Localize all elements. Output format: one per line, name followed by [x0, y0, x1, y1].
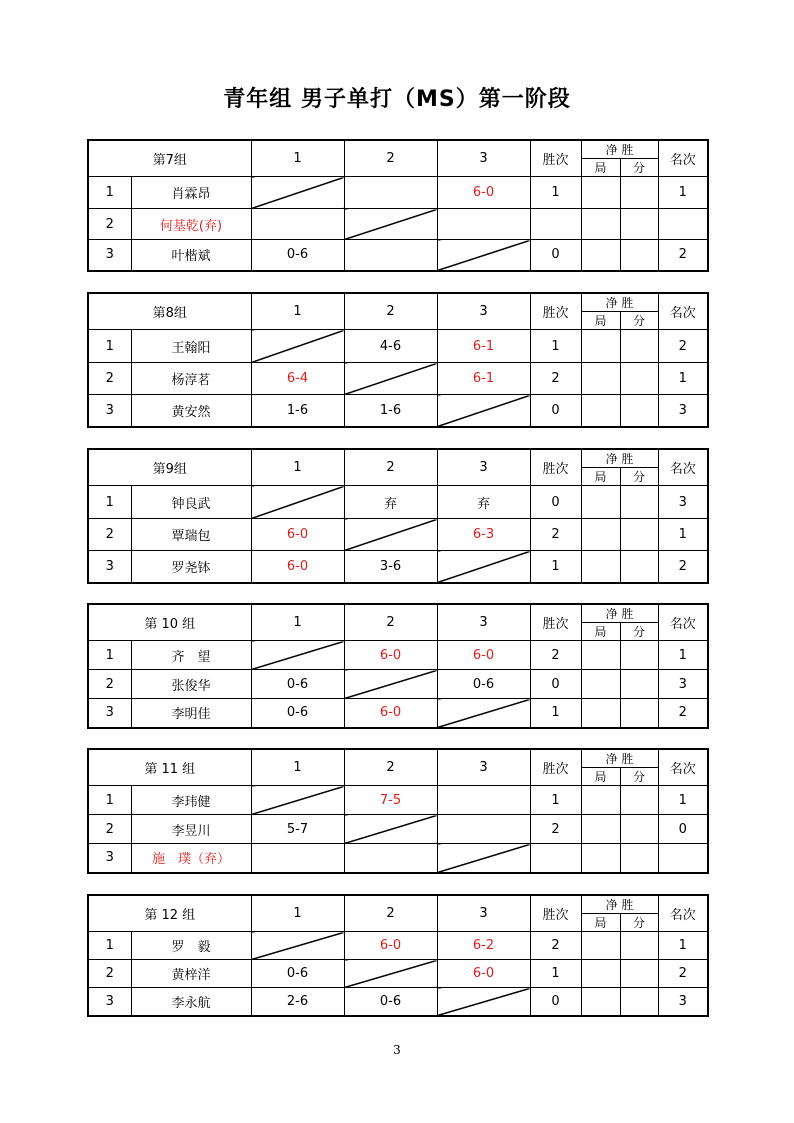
score-cell: 6-1 [437, 330, 530, 363]
header-wins: 胜次 [530, 895, 581, 932]
rank-cell: 3 [658, 395, 708, 427]
net-fen-cell [620, 815, 658, 844]
header-net: 净 胜 [581, 604, 658, 623]
net-ju-cell [581, 330, 620, 363]
rank-cell: 1 [658, 519, 708, 551]
table-row [88, 786, 708, 815]
table-row [88, 330, 708, 363]
net-ju-cell [581, 932, 620, 960]
rank-cell: 2 [658, 960, 708, 988]
header-ju: 局 [581, 468, 620, 486]
score-cell [437, 815, 530, 844]
player-name: 罗 毅 [131, 932, 251, 960]
header-row [88, 140, 708, 159]
header-c1: 1 [251, 449, 344, 486]
score-cell: 6-3 [437, 519, 530, 551]
header-c2: 2 [344, 140, 437, 177]
rank-cell: 2 [658, 240, 708, 271]
rank-cell: 1 [658, 932, 708, 960]
score-cell: 6-0 [251, 519, 344, 551]
header-fen: 分 [620, 914, 658, 932]
header-rank: 名次 [658, 293, 708, 330]
header-ju: 局 [581, 914, 620, 932]
header-rank: 名次 [658, 449, 708, 486]
table-row [88, 519, 708, 551]
wins-cell [530, 209, 581, 240]
player-number: 1 [88, 177, 131, 209]
net-ju-cell [581, 395, 620, 427]
rank-cell: 1 [658, 786, 708, 815]
score-cell [344, 844, 437, 873]
net-ju-cell [581, 815, 620, 844]
score-cell: 6-0 [344, 932, 437, 960]
net-ju-cell [581, 670, 620, 699]
diagonal-cell [437, 551, 530, 583]
player-name: 钟良武 [131, 486, 251, 519]
diagonal-cell [437, 395, 530, 427]
header-ju: 局 [581, 312, 620, 330]
rank-cell: 1 [658, 363, 708, 395]
table-row [88, 551, 708, 583]
header-rank: 名次 [658, 749, 708, 786]
table-row [88, 988, 708, 1016]
player-name: 李昱川 [131, 815, 251, 844]
player-name: 杨淳茗 [131, 363, 251, 395]
rank-cell: 2 [658, 330, 708, 363]
player-name: 叶楷斌 [131, 240, 251, 271]
score-cell: 3-6 [344, 551, 437, 583]
header-c1: 1 [251, 293, 344, 330]
header-row [88, 449, 708, 468]
diagonal-cell [437, 988, 530, 1016]
net-fen-cell [620, 519, 658, 551]
header-row [88, 749, 708, 768]
rank-cell: 1 [658, 641, 708, 670]
score-cell: 4-6 [344, 330, 437, 363]
header-c2: 2 [344, 604, 437, 641]
net-fen-cell [620, 551, 658, 583]
player-number: 3 [88, 395, 131, 427]
net-ju-cell [581, 519, 620, 551]
header-row [88, 293, 708, 312]
wins-cell: 2 [530, 815, 581, 844]
wins-cell: 2 [530, 363, 581, 395]
score-cell: 7-5 [344, 786, 437, 815]
diagonal-cell [344, 519, 437, 551]
net-ju-cell [581, 988, 620, 1016]
wins-cell: 1 [530, 960, 581, 988]
diagonal-cell [251, 177, 344, 209]
header-c1: 1 [251, 895, 344, 932]
net-fen-cell [620, 670, 658, 699]
diagonal-cell [344, 815, 437, 844]
score-cell: 0-6 [251, 699, 344, 728]
header-c3: 3 [437, 449, 530, 486]
header-net: 净 胜 [581, 449, 658, 468]
player-number: 1 [88, 786, 131, 815]
net-fen-cell [620, 786, 658, 815]
header-c1: 1 [251, 140, 344, 177]
score-cell [344, 177, 437, 209]
rank-cell: 0 [658, 815, 708, 844]
table-row [88, 932, 708, 960]
header-wins: 胜次 [530, 140, 581, 177]
player-name: 李明佳 [131, 699, 251, 728]
score-cell [344, 240, 437, 271]
table-row [88, 641, 708, 670]
group-name: 第9组 [88, 449, 251, 486]
net-ju-cell [581, 209, 620, 240]
player-number: 2 [88, 815, 131, 844]
score-cell: 0-6 [251, 240, 344, 271]
player-number: 2 [88, 960, 131, 988]
diagonal-cell [344, 209, 437, 240]
group-table [87, 292, 709, 428]
header-c1: 1 [251, 604, 344, 641]
net-fen-cell [620, 240, 658, 271]
rank-cell: 2 [658, 699, 708, 728]
net-fen-cell [620, 177, 658, 209]
rank-cell: 3 [658, 486, 708, 519]
wins-cell: 1 [530, 786, 581, 815]
net-ju-cell [581, 641, 620, 670]
player-name: 齐 望 [131, 641, 251, 670]
score-cell: 0-6 [344, 988, 437, 1016]
rank-cell [658, 844, 708, 873]
player-name: 何基乾(弃) [131, 209, 251, 240]
header-ju: 局 [581, 159, 620, 177]
header-fen: 分 [620, 312, 658, 330]
header-row [88, 604, 708, 623]
header-c2: 2 [344, 749, 437, 786]
player-number: 2 [88, 670, 131, 699]
score-cell: 6-2 [437, 932, 530, 960]
diagonal-cell [251, 641, 344, 670]
player-number: 2 [88, 363, 131, 395]
diagonal-cell [251, 786, 344, 815]
wins-cell [530, 844, 581, 873]
score-cell: 6-1 [437, 363, 530, 395]
score-cell: 0-6 [437, 670, 530, 699]
score-cell: 6-0 [437, 960, 530, 988]
score-cell: 0-6 [251, 960, 344, 988]
header-row [88, 895, 708, 914]
net-ju-cell [581, 960, 620, 988]
header-c2: 2 [344, 293, 437, 330]
wins-cell: 0 [530, 486, 581, 519]
wins-cell: 1 [530, 699, 581, 728]
header-fen: 分 [620, 768, 658, 786]
wins-cell: 0 [530, 988, 581, 1016]
net-fen-cell [620, 932, 658, 960]
net-fen-cell [620, 363, 658, 395]
header-fen: 分 [620, 468, 658, 486]
net-ju-cell [581, 486, 620, 519]
header-c3: 3 [437, 604, 530, 641]
score-cell [437, 209, 530, 240]
wins-cell: 2 [530, 519, 581, 551]
player-name: 黄安然 [131, 395, 251, 427]
player-name: 施 璞（弃） [131, 844, 251, 873]
player-number: 3 [88, 551, 131, 583]
score-cell: 5-7 [251, 815, 344, 844]
score-cell: 0-6 [251, 670, 344, 699]
table-row [88, 844, 708, 873]
player-number: 2 [88, 519, 131, 551]
net-fen-cell [620, 699, 658, 728]
net-ju-cell [581, 177, 620, 209]
net-fen-cell [620, 330, 658, 363]
player-number: 3 [88, 988, 131, 1016]
wins-cell: 1 [530, 551, 581, 583]
net-fen-cell [620, 844, 658, 873]
group-table [87, 603, 709, 729]
diagonal-cell [251, 330, 344, 363]
diagonal-cell [251, 932, 344, 960]
table-row [88, 240, 708, 271]
score-cell [251, 844, 344, 873]
diagonal-cell [251, 486, 344, 519]
group-name: 第 10 组 [88, 604, 251, 641]
header-net: 净 胜 [581, 293, 658, 312]
player-number: 3 [88, 844, 131, 873]
header-fen: 分 [620, 159, 658, 177]
table-row [88, 486, 708, 519]
wins-cell: 2 [530, 932, 581, 960]
group-table [87, 139, 709, 272]
player-name: 王翰阳 [131, 330, 251, 363]
group-table [87, 894, 709, 1017]
wins-cell: 1 [530, 330, 581, 363]
wins-cell: 0 [530, 395, 581, 427]
net-ju-cell [581, 363, 620, 395]
rank-cell: 1 [658, 177, 708, 209]
score-cell: 弃 [437, 486, 530, 519]
net-ju-cell [581, 699, 620, 728]
player-name: 李玮健 [131, 786, 251, 815]
player-name: 张俊华 [131, 670, 251, 699]
page-title: 青年组 男子单打（MS）第一阶段 [223, 87, 571, 112]
header-wins: 胜次 [530, 449, 581, 486]
diagonal-cell [437, 240, 530, 271]
player-number: 2 [88, 209, 131, 240]
table-row [88, 177, 708, 209]
wins-cell: 1 [530, 177, 581, 209]
table-row [88, 209, 708, 240]
net-fen-cell [620, 641, 658, 670]
player-number: 3 [88, 240, 131, 271]
table-row [88, 670, 708, 699]
group-table [87, 448, 709, 584]
net-ju-cell [581, 786, 620, 815]
page-number: 3 [393, 1043, 401, 1057]
table-row [88, 363, 708, 395]
group-name: 第 11 组 [88, 749, 251, 786]
group-name: 第 12 组 [88, 895, 251, 932]
header-c3: 3 [437, 749, 530, 786]
player-number: 3 [88, 699, 131, 728]
score-cell: 2-6 [251, 988, 344, 1016]
header-net: 净 胜 [581, 895, 658, 914]
header-wins: 胜次 [530, 604, 581, 641]
diagonal-cell [344, 363, 437, 395]
score-cell: 6-0 [251, 551, 344, 583]
table-row [88, 815, 708, 844]
group-name: 第8组 [88, 293, 251, 330]
header-c3: 3 [437, 140, 530, 177]
net-fen-cell [620, 486, 658, 519]
score-cell: 6-0 [344, 641, 437, 670]
header-rank: 名次 [658, 895, 708, 932]
player-number: 1 [88, 486, 131, 519]
header-c1: 1 [251, 749, 344, 786]
group-table [87, 748, 709, 874]
player-name: 肖霖昂 [131, 177, 251, 209]
diagonal-cell [344, 670, 437, 699]
net-ju-cell [581, 240, 620, 271]
wins-cell: 0 [530, 240, 581, 271]
player-number: 1 [88, 641, 131, 670]
diagonal-cell [437, 699, 530, 728]
group-name: 第7组 [88, 140, 251, 177]
player-name: 黄梓洋 [131, 960, 251, 988]
header-wins: 胜次 [530, 293, 581, 330]
header-ju: 局 [581, 623, 620, 641]
wins-cell: 0 [530, 670, 581, 699]
score-cell [437, 786, 530, 815]
header-wins: 胜次 [530, 749, 581, 786]
table-row [88, 395, 708, 427]
wins-cell: 2 [530, 641, 581, 670]
header-rank: 名次 [658, 140, 708, 177]
net-fen-cell [620, 209, 658, 240]
player-name: 覃瑞包 [131, 519, 251, 551]
header-c2: 2 [344, 895, 437, 932]
net-fen-cell [620, 988, 658, 1016]
player-number: 1 [88, 330, 131, 363]
score-cell: 6-0 [344, 699, 437, 728]
score-cell: 弃 [344, 486, 437, 519]
rank-cell [658, 209, 708, 240]
diagonal-cell [344, 960, 437, 988]
score-cell: 6-0 [437, 177, 530, 209]
header-ju: 局 [581, 768, 620, 786]
header-net: 净 胜 [581, 140, 658, 159]
score-cell: 1-6 [344, 395, 437, 427]
header-c2: 2 [344, 449, 437, 486]
score-cell: 6-0 [437, 641, 530, 670]
score-cell: 1-6 [251, 395, 344, 427]
table-row [88, 699, 708, 728]
rank-cell: 3 [658, 988, 708, 1016]
header-net: 净 胜 [581, 749, 658, 768]
net-ju-cell [581, 844, 620, 873]
player-name: 李永航 [131, 988, 251, 1016]
header-fen: 分 [620, 623, 658, 641]
rank-cell: 2 [658, 551, 708, 583]
diagonal-cell [437, 844, 530, 873]
player-number: 1 [88, 932, 131, 960]
score-cell [251, 209, 344, 240]
header-c3: 3 [437, 895, 530, 932]
net-ju-cell [581, 551, 620, 583]
table-row [88, 960, 708, 988]
rank-cell: 3 [658, 670, 708, 699]
header-rank: 名次 [658, 604, 708, 641]
player-name: 罗尧钵 [131, 551, 251, 583]
header-c3: 3 [437, 293, 530, 330]
net-fen-cell [620, 960, 658, 988]
net-fen-cell [620, 395, 658, 427]
score-cell: 6-4 [251, 363, 344, 395]
